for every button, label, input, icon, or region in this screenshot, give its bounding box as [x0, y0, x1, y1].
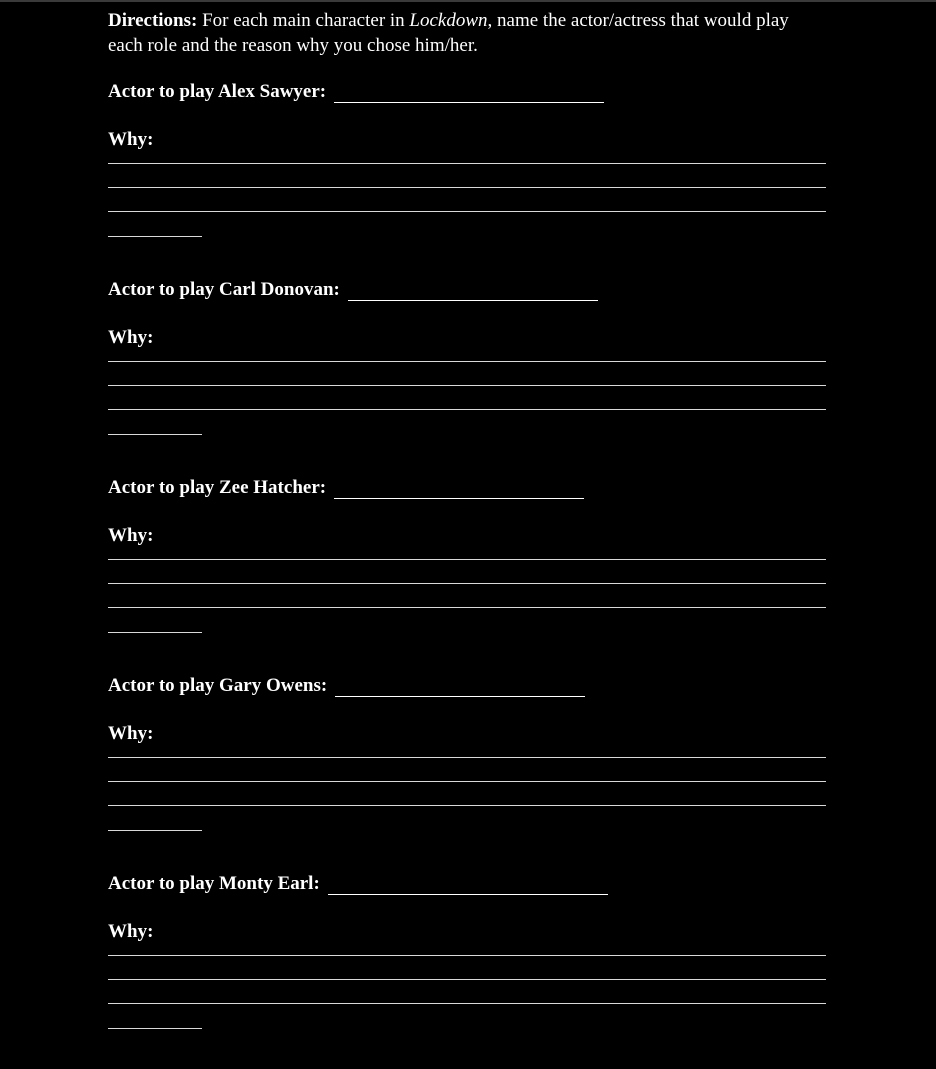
character-section [108, 475, 826, 673]
actor-name-blank[interactable] [335, 676, 585, 697]
why-label: Why: [108, 525, 154, 546]
character-section [108, 79, 826, 277]
character-section [108, 673, 826, 871]
actor-name-blank[interactable] [334, 478, 584, 499]
actor-name-blank[interactable] [328, 874, 608, 895]
answer-line[interactable] [108, 236, 202, 237]
book-title: Lockdown [409, 10, 488, 31]
actor-label: Actor to play Gary Owens: [108, 675, 328, 696]
actor-label: Actor to play Alex Sawyer: [108, 81, 327, 102]
answer-line[interactable] [108, 607, 826, 608]
directions-text-before: For each main character in [197, 10, 410, 31]
answer-line[interactable] [108, 1028, 202, 1029]
actor-label: Actor to play Zee Hatcher: [108, 477, 327, 498]
answer-line[interactable] [108, 559, 826, 560]
actor-name-blank[interactable] [348, 280, 598, 301]
actor-prompt [108, 673, 826, 697]
answer-line[interactable] [108, 163, 826, 164]
why-label: Why: [108, 723, 154, 744]
answer-line[interactable] [108, 955, 826, 956]
answer-line[interactable] [108, 805, 826, 806]
answer-line[interactable] [108, 361, 826, 362]
answer-line[interactable] [108, 781, 826, 782]
answer-line[interactable] [108, 632, 202, 633]
why-label: Why: [108, 327, 154, 348]
answer-line[interactable] [108, 757, 826, 758]
character-section [108, 277, 826, 475]
answer-line[interactable] [108, 434, 202, 435]
actor-name-blank[interactable] [334, 82, 604, 103]
why-label: Why: [108, 921, 154, 942]
character-section [108, 871, 826, 1069]
answer-line[interactable] [108, 409, 826, 410]
directions-text-after: , name the actor/actress that would play each role and the reason why you chose him/her. [108, 10, 789, 56]
actor-prompt [108, 871, 826, 895]
actor-prompt [108, 79, 826, 103]
answer-line[interactable] [108, 385, 826, 386]
answer-line[interactable] [108, 979, 826, 980]
directions-label: Directions: [108, 10, 198, 31]
worksheet [108, 8, 826, 1069]
answer-line[interactable] [108, 187, 826, 188]
actor-prompt [108, 475, 826, 499]
answer-line[interactable] [108, 583, 826, 584]
actor-label: Actor to play Carl Donovan: [108, 279, 340, 300]
answer-line[interactable] [108, 1003, 826, 1004]
top-border [0, 0, 936, 2]
why-label: Why: [108, 129, 154, 150]
answer-line[interactable] [108, 211, 826, 212]
directions-paragraph [108, 8, 826, 66]
answer-line[interactable] [108, 830, 202, 831]
actor-prompt [108, 277, 826, 301]
actor-label: Actor to play Monty Earl: [108, 873, 320, 894]
